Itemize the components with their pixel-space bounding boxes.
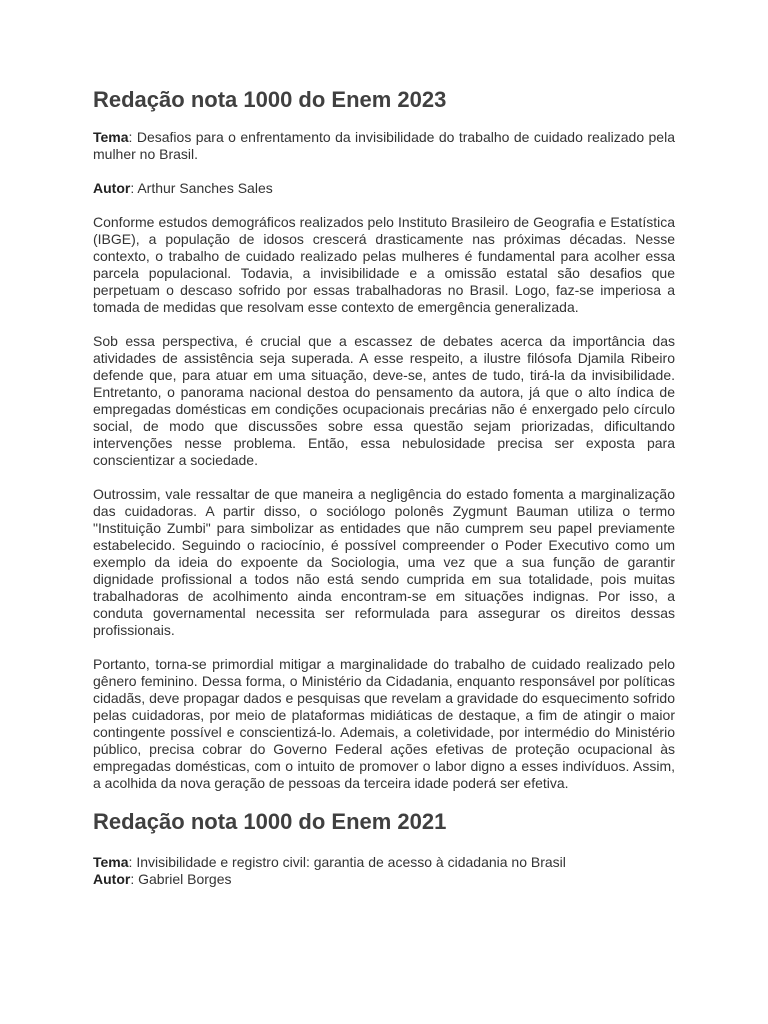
section-heading-2021: Redação nota 1000 do Enem 2021 — [93, 809, 447, 834]
autor-label: Autor — [93, 180, 131, 196]
tema-text: : Invisibilidade e registro civil: garantia de acesso à cidadania no Brasil — [128, 854, 566, 870]
tema-line-2021 — [93, 854, 675, 871]
tema-label: Tema — [93, 129, 129, 145]
autor-text: : Arthur Sanches Sales — [130, 180, 273, 196]
tema-line-2023 — [93, 129, 675, 163]
tema-text: : Desafios para o enfrentamento da invisibilidade do trabalho de cuidado realizado pela mulher no Brasil. — [93, 129, 675, 162]
autor-line-2021 — [93, 871, 675, 888]
essay-paragraph-3: Outrossim, vale ressaltar de que maneira a negligência do estado fomenta a marginalização das cuidadoras. A partir disso, o sociólogo polonês Zygmunt Bauman utiliza o termo "Instituição Zumbi" para simbolizar as entidades que não cumprem seu papel previamente estabelecido. Seguindo o raciocínio, é possível compreender o Poder Executivo como um exemplo da ideia do expoente da Sociologia, uma vez que a sua função de garantir dignidade profissional a todos não está sendo cumprida em sua totalidade, pois muitas trabalhadoras de acolhimento ainda encontram-se em situações indignas. Por isso, a conduta governamental necessita ser reformulada para assegurar os direitos dessas profissionais. — [93, 486, 675, 638]
essay-paragraph-1: Conforme estudos demográficos realizados pelo Instituto Brasileiro de Geografia e Estatística (IBGE), a população de idosos crescerá drasticamente nas próximas décadas. Nesse contexto, o trabalho de cuidado realizado pelas mulheres é fundamental para acolher essa parcela populacional. Todavia, a invisibilidade e a omissão estatal são desafios que perpetuam o descaso sofrido por essas trabalhadoras no Brasil. Logo, faz-se imperiosa a tomada de medidas que resolvam esse contexto de emergência generalizada. — [93, 214, 675, 315]
essay-paragraph-2: Sob essa perspectiva, é crucial que a escassez de debates acerca da importância das atividades de assistência seja superada. A esse respeito, a ilustre filósofa Djamila Ribeiro defende que, para atuar em uma situação, deve-se, antes de tudo, tirá-la da invisibilidade. Entretanto, o panorama nacional destoa do pensamento da autora, já que o alto índica de empregadas domésticas em condições ocupacionais precárias não é enxergado pelo círculo social, de modo que discussões sobre essa questão sejam priorizadas, dificultando intervenções nesse problema. Então, essa nebulosidade precisa ser exposta para conscientizar a sociedade. — [93, 333, 675, 468]
autor-label: Autor — [93, 871, 131, 887]
essay-paragraph-4: Portanto, torna-se primordial mitigar a marginalidade do trabalho de cuidado realizado pelo gênero feminino. Dessa forma, o Ministério da Cidadania, enquanto responsável por políticas cidadãs, deve propagar dados e pesquisas que revelam a gravidade do esquecimento sofrido pelas cuidadoras, por meio de plataformas midiáticas de destaque, a fim de atingir o maior contingente possível e conscientizá-lo. Ademais, a coletividade, por intermédio do Ministério público, precisa cobrar do Governo Federal ações efetivas de proteção ocupacional às empregadas domésticas, com o intuito de promover o labor digno a esses indivíduos. Assim, a acolhida da nova geração de pessoas da terceira idade poderá ser efetiva. — [93, 656, 675, 791]
document-page — [93, 86, 675, 888]
autor-line-2023 — [93, 180, 675, 197]
tema-label: Tema — [93, 854, 129, 870]
section-heading-2023: Redação nota 1000 do Enem 2023 — [93, 87, 447, 112]
autor-text: : Gabriel Borges — [130, 871, 232, 887]
